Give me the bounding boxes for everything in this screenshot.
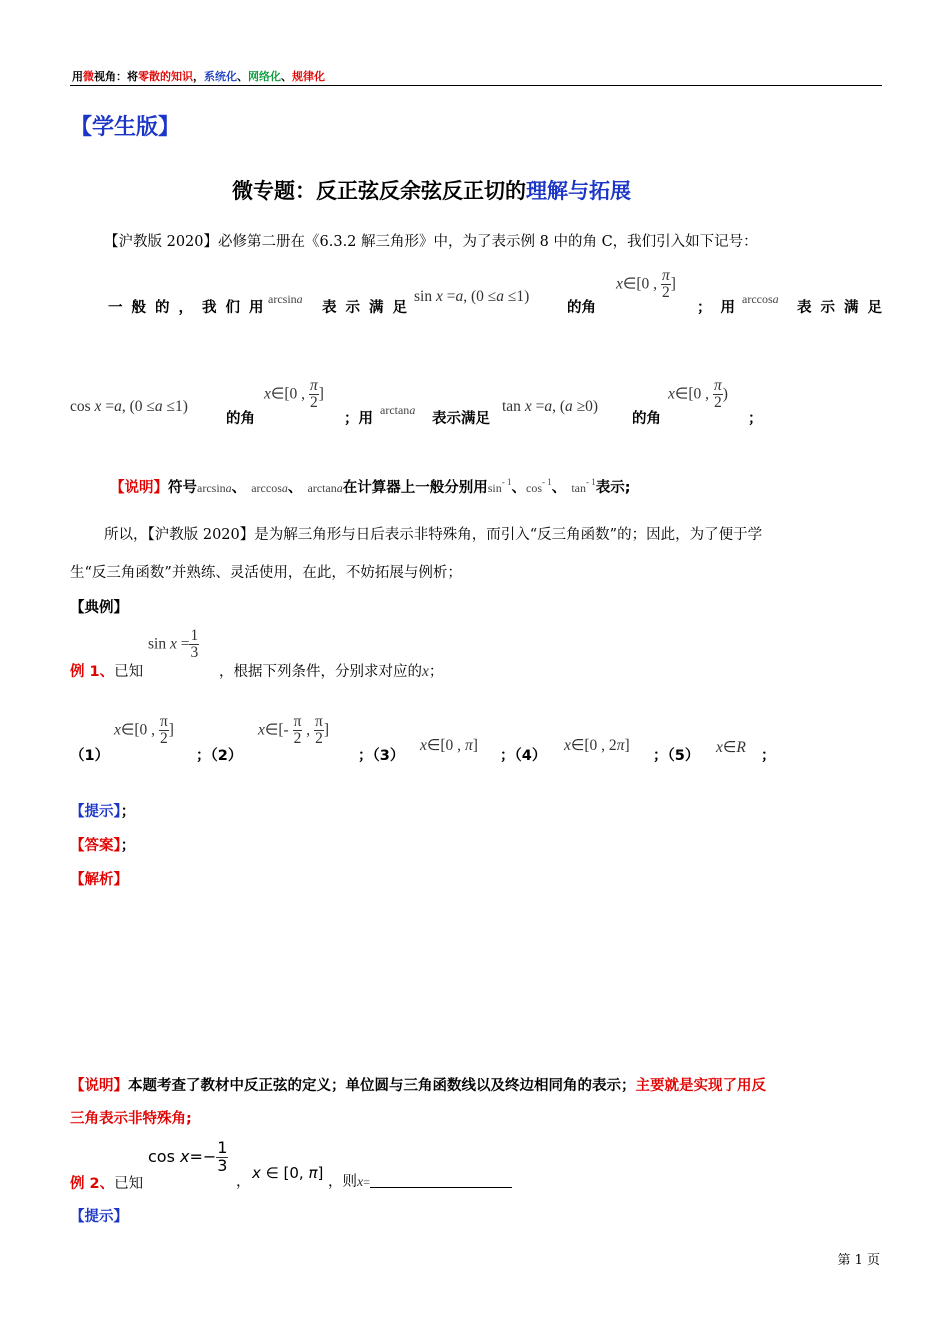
arctan-text: arctan	[307, 481, 337, 495]
para-line-2: 生“反三角函数”并熟练、灵活使用，在此，不妨拓展与例析；	[70, 565, 462, 581]
var-x: x	[114, 721, 121, 739]
var-x: x	[169, 635, 177, 653]
cos-text: cos	[70, 398, 91, 415]
frac-den: 3	[217, 1155, 228, 1175]
interval-ex2: x ∈ [0, π]	[252, 1164, 324, 1182]
example-text: ；	[428, 664, 444, 680]
formula-sin-range: sin x =a, (0 ≤a ≤1)	[414, 288, 530, 305]
def-text-1: 一般的，我们用	[108, 300, 273, 316]
example-text: ，则	[328, 1174, 357, 1190]
note-text: 、	[551, 480, 567, 496]
arccos-a	[251, 481, 288, 495]
def-text-9: 的角	[632, 411, 661, 427]
note-text: 本题考查了教材中反正弦的定义；单位圆与三角函数线以及终边相同角的表示；	[128, 1078, 636, 1094]
example-label: 例 2、	[70, 1176, 115, 1192]
frac-pi-2	[713, 378, 723, 412]
frac-pi-2	[314, 714, 324, 748]
frac-num: π	[661, 267, 670, 284]
var-x: x	[264, 385, 271, 403]
header-text: 零散的知识	[138, 70, 193, 83]
tan-text: tan	[502, 398, 521, 415]
var-x: x	[616, 275, 623, 293]
header-text: 规律化	[292, 70, 325, 83]
example-2	[70, 1172, 143, 1193]
header-text: 视角：将	[94, 70, 138, 83]
frac-1-3	[216, 1140, 228, 1175]
header-text: 系统化	[204, 70, 237, 83]
cond-1: x∈[0 , $\frac{\pi}{2}$ ]	[114, 713, 174, 748]
cos-text: cos	[148, 1146, 175, 1166]
header-text: 微	[83, 70, 94, 83]
def-text-7: ；用	[344, 411, 373, 427]
formula-sinx: sin x = $\frac{1}{3}$	[148, 627, 199, 662]
note-text: 、	[511, 480, 527, 496]
frac-num: 1	[190, 627, 199, 644]
def-text-2: 表示满足	[322, 300, 416, 316]
var-x: x	[180, 1146, 190, 1166]
var-x: x	[524, 398, 532, 415]
section-dianli: 【典例】	[70, 600, 128, 616]
cond-3-label: ；（3）	[358, 748, 405, 764]
arctan-a	[380, 403, 415, 418]
interval-1: x∈[0 , $\frac{\pi}{2}$ ]	[616, 267, 676, 302]
cos-text: cos	[526, 481, 543, 495]
answer-blank	[370, 1173, 512, 1188]
arcsin-a	[197, 481, 232, 495]
title-highlight: 理解与拓展	[526, 179, 631, 203]
var-a: a	[409, 403, 416, 417]
var-a: a	[544, 398, 553, 415]
example-text: 已知	[114, 664, 144, 680]
header-text: 、	[281, 70, 292, 83]
example-text: 已知	[114, 1176, 144, 1192]
frac-pi-2	[661, 268, 671, 302]
note-label: 【说明】	[70, 1078, 128, 1094]
frac-den: 2	[309, 394, 318, 412]
def-text-3: 的角	[567, 300, 596, 316]
var-x: x	[258, 721, 265, 739]
frac-num: 1	[217, 1138, 228, 1157]
var-x: x	[252, 1164, 261, 1182]
sin-text: sin	[414, 288, 433, 305]
interval-2: x∈[0 , $\frac{\pi}{2}$ ]	[264, 377, 324, 412]
formula-cosx: cos x=− $\frac{1}{3}$	[148, 1138, 228, 1175]
example-text: ，	[236, 1174, 251, 1190]
example-1-text	[219, 660, 443, 681]
frac-num: π	[293, 713, 302, 730]
answer-label: 【答案】	[70, 838, 121, 854]
arccos-text: arccos	[742, 292, 773, 306]
var-a: a	[296, 292, 303, 306]
page-number: 第 1 页	[837, 1253, 880, 1268]
frac-num: π	[713, 377, 722, 394]
var-x: x	[422, 663, 429, 680]
example-2-tail	[328, 1170, 512, 1191]
note-2-line-2: 三角表示非特殊角;	[70, 1111, 192, 1127]
answer-1	[70, 834, 135, 855]
arccos-a	[742, 292, 779, 307]
formula-tan-range: tan x =a, (a ≥0)	[502, 398, 599, 415]
page-title	[232, 175, 631, 205]
example-1	[70, 660, 143, 681]
frac-num: π	[309, 377, 318, 394]
def-text-5: 表示满足	[797, 300, 891, 316]
var-a: a	[114, 398, 122, 415]
example-text: ，根据下列条件，分别求对应的	[219, 664, 422, 680]
title-main: 微专题：反正弦反余弦反正切的	[232, 179, 526, 203]
arctan-a	[307, 481, 342, 495]
hint-1	[70, 800, 135, 821]
frac-den: 2	[315, 730, 323, 748]
note-text: 符号	[168, 480, 197, 496]
var-R: R	[736, 739, 746, 756]
arctan-text: arctan	[380, 403, 410, 417]
note-text: 在计算器上一般分别用	[342, 480, 488, 496]
version-tag: 【学生版】	[70, 115, 181, 140]
para-line-1: 所以，【沪教版 2020】是为解三角形与日后表示非特殊角，而引入“反三角函数”的；因此，为了便于学	[104, 527, 763, 543]
frac-pi-2	[159, 714, 169, 748]
pi: π	[464, 737, 473, 754]
var-a: a	[225, 481, 232, 495]
note-text-highlight: 主要就是实现了用反	[635, 1078, 766, 1094]
var-a: a	[496, 288, 505, 305]
hint-2: 【提示】	[70, 1209, 128, 1225]
cond-4: x∈[0 , 2π]	[564, 737, 630, 754]
frac-den: 2	[293, 730, 302, 748]
var-x: x	[357, 1175, 364, 1190]
def-text-6: 的角	[226, 411, 255, 427]
var-a: a	[455, 288, 464, 305]
arccos-text: arccos	[251, 481, 282, 495]
pi: π	[616, 737, 625, 754]
var-a: a	[565, 398, 573, 415]
note-1	[110, 476, 631, 497]
header-text: 用	[72, 70, 83, 83]
note-label: 【说明】	[110, 480, 168, 496]
frac-pi-2	[309, 378, 319, 412]
arcsin-text: arcsin	[197, 481, 226, 495]
sin-inverse: $\sin^{- 1}$	[487, 477, 512, 495]
equals: =	[363, 1175, 370, 1189]
frac-den: 2	[713, 394, 722, 412]
cos-inverse: $\cos^{- 1}$	[526, 477, 552, 495]
var-a: a	[154, 398, 163, 415]
cond-2: x∈[- $\frac{\pi}{2}$ , $\frac{\pi}{2}$ ]	[258, 713, 330, 748]
note-text: 、	[287, 480, 303, 496]
sin-text: sin	[148, 635, 167, 653]
frac-1-3	[189, 628, 199, 662]
note-2-line-1	[70, 1074, 766, 1095]
def-text-8: 表示满足	[432, 411, 490, 427]
analysis-1: 【解析】	[70, 872, 128, 888]
hint-text: ；	[120, 804, 136, 820]
cond-4-label: ；（4）	[500, 748, 547, 764]
tan-inverse: $\tan^{- 1}$	[571, 477, 596, 495]
answer-text: ；	[120, 838, 136, 854]
var-x: x	[564, 737, 571, 754]
cond-1-label: （1）	[70, 748, 110, 764]
cond-5: x∈R	[716, 739, 746, 756]
var-x: x	[94, 398, 102, 415]
cond-2-label: ；（2）	[196, 748, 243, 764]
pi: π	[308, 1164, 318, 1182]
header-rule	[70, 85, 882, 86]
var-a: a	[772, 292, 779, 306]
minus: −	[202, 1146, 217, 1166]
frac-num: π	[159, 713, 168, 730]
interval-3: x∈[0 , $\frac{\pi}{2}$ )	[668, 377, 728, 412]
var-x: x	[716, 739, 723, 756]
sin-text: sin	[487, 481, 502, 495]
hint-label: 【提示】	[70, 804, 121, 820]
def-text-4: ；用	[697, 300, 744, 316]
frac-den: 2	[661, 284, 670, 302]
var-a: a	[336, 481, 343, 495]
arcsin-text: arcsin	[268, 292, 297, 306]
var-a: a	[281, 481, 288, 495]
frac-num: π	[315, 713, 323, 730]
cond-5-label: ；（5）	[653, 748, 700, 764]
frac-den: 2	[159, 730, 168, 748]
frac-pi-2	[293, 714, 303, 748]
intro-text: 【沪教版 2020】必修第二册在《6.3.2 解三角形》中，为了表示例 8 中的角 C，我们引入如下记号：	[104, 234, 758, 250]
note-text: 、	[231, 480, 247, 496]
tan-text: tan	[571, 481, 586, 495]
formula-cos-range: cos x =a, (0 ≤a ≤1)	[70, 398, 188, 415]
header-text: 网络化	[248, 70, 281, 83]
var-x: x	[435, 288, 443, 305]
cond-end: ；	[761, 748, 776, 764]
arcsin-a	[268, 292, 303, 307]
frac-den: 3	[190, 644, 199, 662]
example-label: 例 1、	[70, 664, 115, 680]
header-text: 、	[237, 70, 248, 83]
page-header	[72, 68, 325, 84]
note-text: 表示;	[595, 480, 631, 496]
header-text: ，	[193, 70, 204, 83]
def-text-10: ；	[748, 411, 763, 427]
var-x: x	[420, 737, 427, 754]
cond-3: x∈[0 , π]	[420, 737, 478, 754]
var-x: x	[668, 385, 675, 403]
